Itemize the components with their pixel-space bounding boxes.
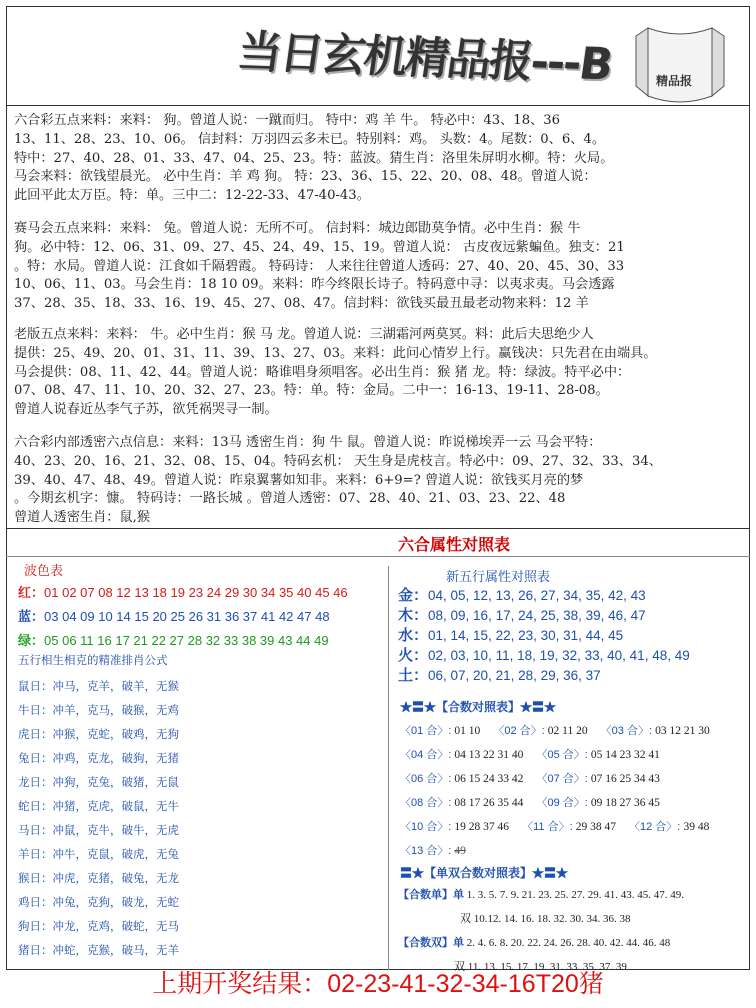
combo-key: 〈11 合〉:	[522, 821, 573, 833]
combo-row	[400, 770, 670, 786]
formula-row: 牛日：冲羊，克马，破猴，无鸡	[18, 705, 179, 717]
combo-row	[400, 794, 670, 810]
formula-row: 马日：冲鼠，克牛，破牛，无虎	[18, 825, 179, 837]
formula-row: 羊日：冲牛，克鼠，破虎，无兔	[18, 849, 179, 861]
combo-key: 〈10 合〉:	[400, 821, 452, 833]
paragraph-line: 老版五点来料：来料： 牛。必中生肖：猴 马 龙。曾道人说：三湖霜河两莫冥。料：此后夫思绝少人	[14, 327, 594, 342]
combo-value: 04 13 22 31 40	[454, 749, 524, 761]
formula-row: 龙日：冲狗，克兔，破猪，无鼠	[18, 777, 179, 789]
formula-row: 猴日：冲虎，克猪，破兔，无龙	[18, 873, 179, 885]
danshuang-odd-label: 【合数单】单	[398, 889, 464, 901]
combo-value: 05 14 23 32 41	[590, 749, 660, 761]
paragraph-line: 曾道人说春近丛李气子苏，欲凭祸哭寻一制。	[14, 402, 278, 418]
section-title-underline	[6, 556, 750, 557]
paragraph-line: 六合彩内部透密六点信息：来料：13马 透密生肖：狗 牛 鼠。曾道人说：昨说梯埃弄一云 马会平特：	[14, 435, 602, 450]
combo-value: 07 16 25 34 43	[590, 773, 660, 785]
wave-row-red	[18, 582, 348, 601]
danshuang-odd-line2: 双 10.12. 14. 16. 18. 32. 30. 34. 36. 38	[460, 913, 631, 925]
combo-value: 08 17 26 35 44	[454, 797, 524, 809]
wave-nums: 03 04 09 10 14 15 20 25 26 31 36 37 41 42 47 48	[44, 609, 330, 624]
wuxing-row-earth	[398, 664, 601, 685]
section-title: 六合属性对照表	[398, 535, 511, 554]
column-separator	[388, 566, 389, 970]
paragraph-line: 特中：27、40、28、01、33、47、04、25、23。特：蓝波。猜生肖：洛里朱屏明水柳。特：火局。	[14, 150, 614, 166]
wuxing-key: 金：	[398, 587, 429, 604]
combo-key: 〈03 合〉:	[600, 725, 653, 737]
combo-title: ★〓★【合数对照表】★〓★	[400, 700, 557, 714]
combo-value: 39 48	[683, 821, 710, 833]
combo-key: 〈07 合〉:	[536, 773, 588, 785]
header	[6, 6, 750, 106]
paragraph-3	[14, 326, 744, 420]
danshuang-even-label: 【合数双】单	[398, 937, 464, 949]
formula-row: 兔日：冲鸡，克龙，破狗，无猪	[18, 753, 179, 765]
badge-banner	[634, 26, 726, 106]
wuxing-nums: 04, 05, 12, 13, 26, 27, 34, 35, 42, 43	[428, 588, 646, 603]
wave-row-blue	[18, 606, 330, 625]
formula-row: 鼠日：冲马，克羊，破羊，无猴	[18, 681, 179, 693]
paragraph-line: 狗。必中特：12、06、31、09、27、45、24、49、15、19。曾道人说： 古皮夜远紫蝙鱼。独支：21	[14, 239, 625, 255]
wuxing-key: 土：	[398, 667, 429, 684]
danshuang-odd-line1: 1. 3. 5. 7. 9. 21. 23. 25. 27. 29. 41. 43. 45. 47. 49.	[466, 889, 684, 901]
page-title: 当日玄机精品报---B	[234, 26, 615, 91]
combo-key: 〈08 合〉:	[400, 797, 452, 809]
danshuang-even-line2: 双 11. 13. 15. 17. 19. 31. 33. 35. 37. 39	[454, 961, 627, 973]
wuxing-title: 新五行属性对照表	[446, 569, 551, 584]
wuxing-row-metal	[398, 584, 646, 605]
combo-key: 〈06 合〉:	[400, 773, 452, 785]
danshuang-odd	[398, 886, 743, 926]
paragraph-line: 13、11、28、23、10、06。 信封料：万羽四云多未已。特别料：鸡。 头数：4。尾数：0、6、4。	[14, 131, 606, 147]
wuxing-nums: 02, 03, 10, 11, 18, 19, 32, 33, 40, 41, 48, 49	[428, 648, 690, 663]
paragraph-line: 马会提供：08、11、42、44。曾道人说：略谁唱身须唱客。必出生肖：猴 猪 龙。特：绿波。特平必中：	[14, 364, 631, 380]
combo-row	[400, 746, 670, 762]
paragraph-line: 。今期玄机字：慷。 特码诗：一路长城 。曾道人透密：07、28、40、21、03、23、22、48	[14, 491, 566, 507]
paragraph-line: 此回平此太万臣。特：单。三中二：12-22-33、47-40-43。	[14, 188, 370, 204]
badge-label: 精品报	[656, 74, 693, 88]
paragraph-line: 39、40、47、48、49。曾道人说：昨泉翼薯如知非。来料：6+9=? 曾道人说：欲钱买月亮的梦	[14, 472, 584, 488]
paragraph-line: 曾道人透密生肖：鼠,猴	[14, 510, 151, 526]
wuxing-nums: 01, 14, 15, 22, 23, 30, 31, 44, 45	[428, 628, 624, 643]
paragraph-4	[14, 434, 744, 528]
paragraph-line: 提供：25、49、20、01、31、11、39、13、27、03。来料：此问心情岁上行。赢钱决：只先君在由端具。	[14, 345, 657, 361]
combo-value: 19 28 37 46	[454, 821, 510, 833]
wave-key: 蓝：	[18, 609, 45, 624]
paragraph-line: 。特：水局。曾道人说：江食如千隔碧霞。 特码诗： 人来往往曾道人透码：27、40、20、45、30、33	[14, 258, 625, 274]
combo-row	[400, 722, 720, 738]
combo-key: 〈13 合〉:	[400, 845, 452, 857]
wuxing-row-wood	[398, 604, 646, 625]
last-draw-result: 上期开奖结果：02-23-41-32-34-16T20猪	[152, 970, 604, 998]
formula-row: 鸡日：冲兔，克狗，破龙，无蛇	[18, 897, 179, 909]
combo-value: 29 38 47	[575, 821, 616, 833]
combo-value: 03 12 21 30	[655, 725, 710, 737]
combo-key: 〈12 合〉:	[629, 821, 681, 833]
wuxing-key: 木：	[398, 607, 429, 624]
wuxing-nums: 08, 09, 16, 17, 24, 25, 38, 39, 46, 47	[428, 608, 646, 623]
paragraph-2	[14, 220, 744, 314]
wuxing-key: 水：	[398, 627, 429, 644]
formula-row: 蛇日：冲猪，克虎，破鼠，无牛	[18, 801, 179, 813]
combo-key: 〈04 合〉:	[400, 749, 452, 761]
wave-key: 绿：	[18, 633, 45, 648]
paragraph-line: 马会来料：欲钱望晨光。 必中生肖：羊 鸡 狗。 特：23、36、15、22、20、08、48。曾道人说：	[14, 169, 597, 185]
combo-value: 49	[454, 845, 466, 857]
paragraph-line: 赛马会五点来料：来料： 兔。曾道人说：无所不可。 信封料：城边郎勖莫争情。必中生肖：猴 牛	[14, 221, 581, 236]
banner-icon	[634, 26, 726, 106]
paragraph-line: 六合彩五点来料：来料： 狗。曾道人说：一蹴而归。 特中：鸡 羊 牛。 特必中：43、18、36	[14, 113, 561, 128]
combo-value: 01 10	[454, 725, 481, 737]
combo-key: 〈09 合〉:	[536, 797, 588, 809]
formula-row: 猪日：冲蛇，克猴，破马，无羊	[18, 945, 179, 957]
wave-table-title: 波色表	[24, 563, 64, 578]
combo-key: 〈01 合〉:	[400, 725, 452, 737]
wuxing-row-fire	[398, 644, 690, 665]
wuxing-key: 火：	[398, 647, 429, 664]
combo-value: 06 15 24 33 42	[454, 773, 524, 785]
formula-row: 虎日：冲猴，克蛇，破鸡，无狗	[18, 729, 179, 741]
combo-row	[400, 842, 476, 858]
danshuang-even-line1: 2. 4. 6. 8. 20. 22. 24. 26. 28. 40. 42. 44. 46. 48	[466, 937, 671, 949]
formula-row: 狗日：冲龙，克鸡，破蛇，无马	[18, 921, 179, 933]
paragraph-1	[14, 112, 744, 206]
combo-key: 〈05 合〉:	[536, 749, 588, 761]
danshuang-title: 〓★【单双合数对照表】★〓★	[400, 866, 569, 880]
section-divider	[6, 528, 750, 529]
combo-key: 〈02 合〉:	[493, 725, 545, 737]
wave-row-green	[18, 630, 329, 649]
wuxing-row-water	[398, 624, 623, 645]
formula-title: 五行相生相克的精准排肖公式	[18, 655, 168, 667]
combo-value: 02 11 20	[547, 725, 588, 737]
combo-value: 09 18 27 36 45	[590, 797, 660, 809]
paragraph-line: 40、23、20、16、21、32、08、15、04。特码玄机： 天生身是虎枝言。特必中：09、27、32、33、34、	[14, 453, 662, 469]
paragraph-line: 07、08、47、11、10、20、32、27、23。特：单。特：金局。二中一：16-13、19-11、28-08。	[14, 383, 609, 399]
wuxing-nums: 06, 07, 20, 21, 28, 29, 36, 37	[428, 668, 601, 683]
wave-nums: 01 02 07 08 12 13 18 19 23 24 29 30 34 35 40 45 46	[44, 585, 348, 600]
paragraph-line: 10、06、11、03。马会生肖：18 10 09。来料：昨今终限长诗子。特码意中寻：以夷求夷。马会透露	[14, 277, 615, 293]
combo-row	[400, 818, 719, 834]
paragraph-line: 37、28、35、18、33、16、19、45、27、08、47。信封料：欲钱买最丑最老动物来料：12 羊	[14, 296, 589, 312]
wave-key: 红：	[18, 585, 45, 600]
wave-nums: 05 06 11 16 17 21 22 27 28 32 33 38 39 43 44 49	[44, 633, 329, 648]
